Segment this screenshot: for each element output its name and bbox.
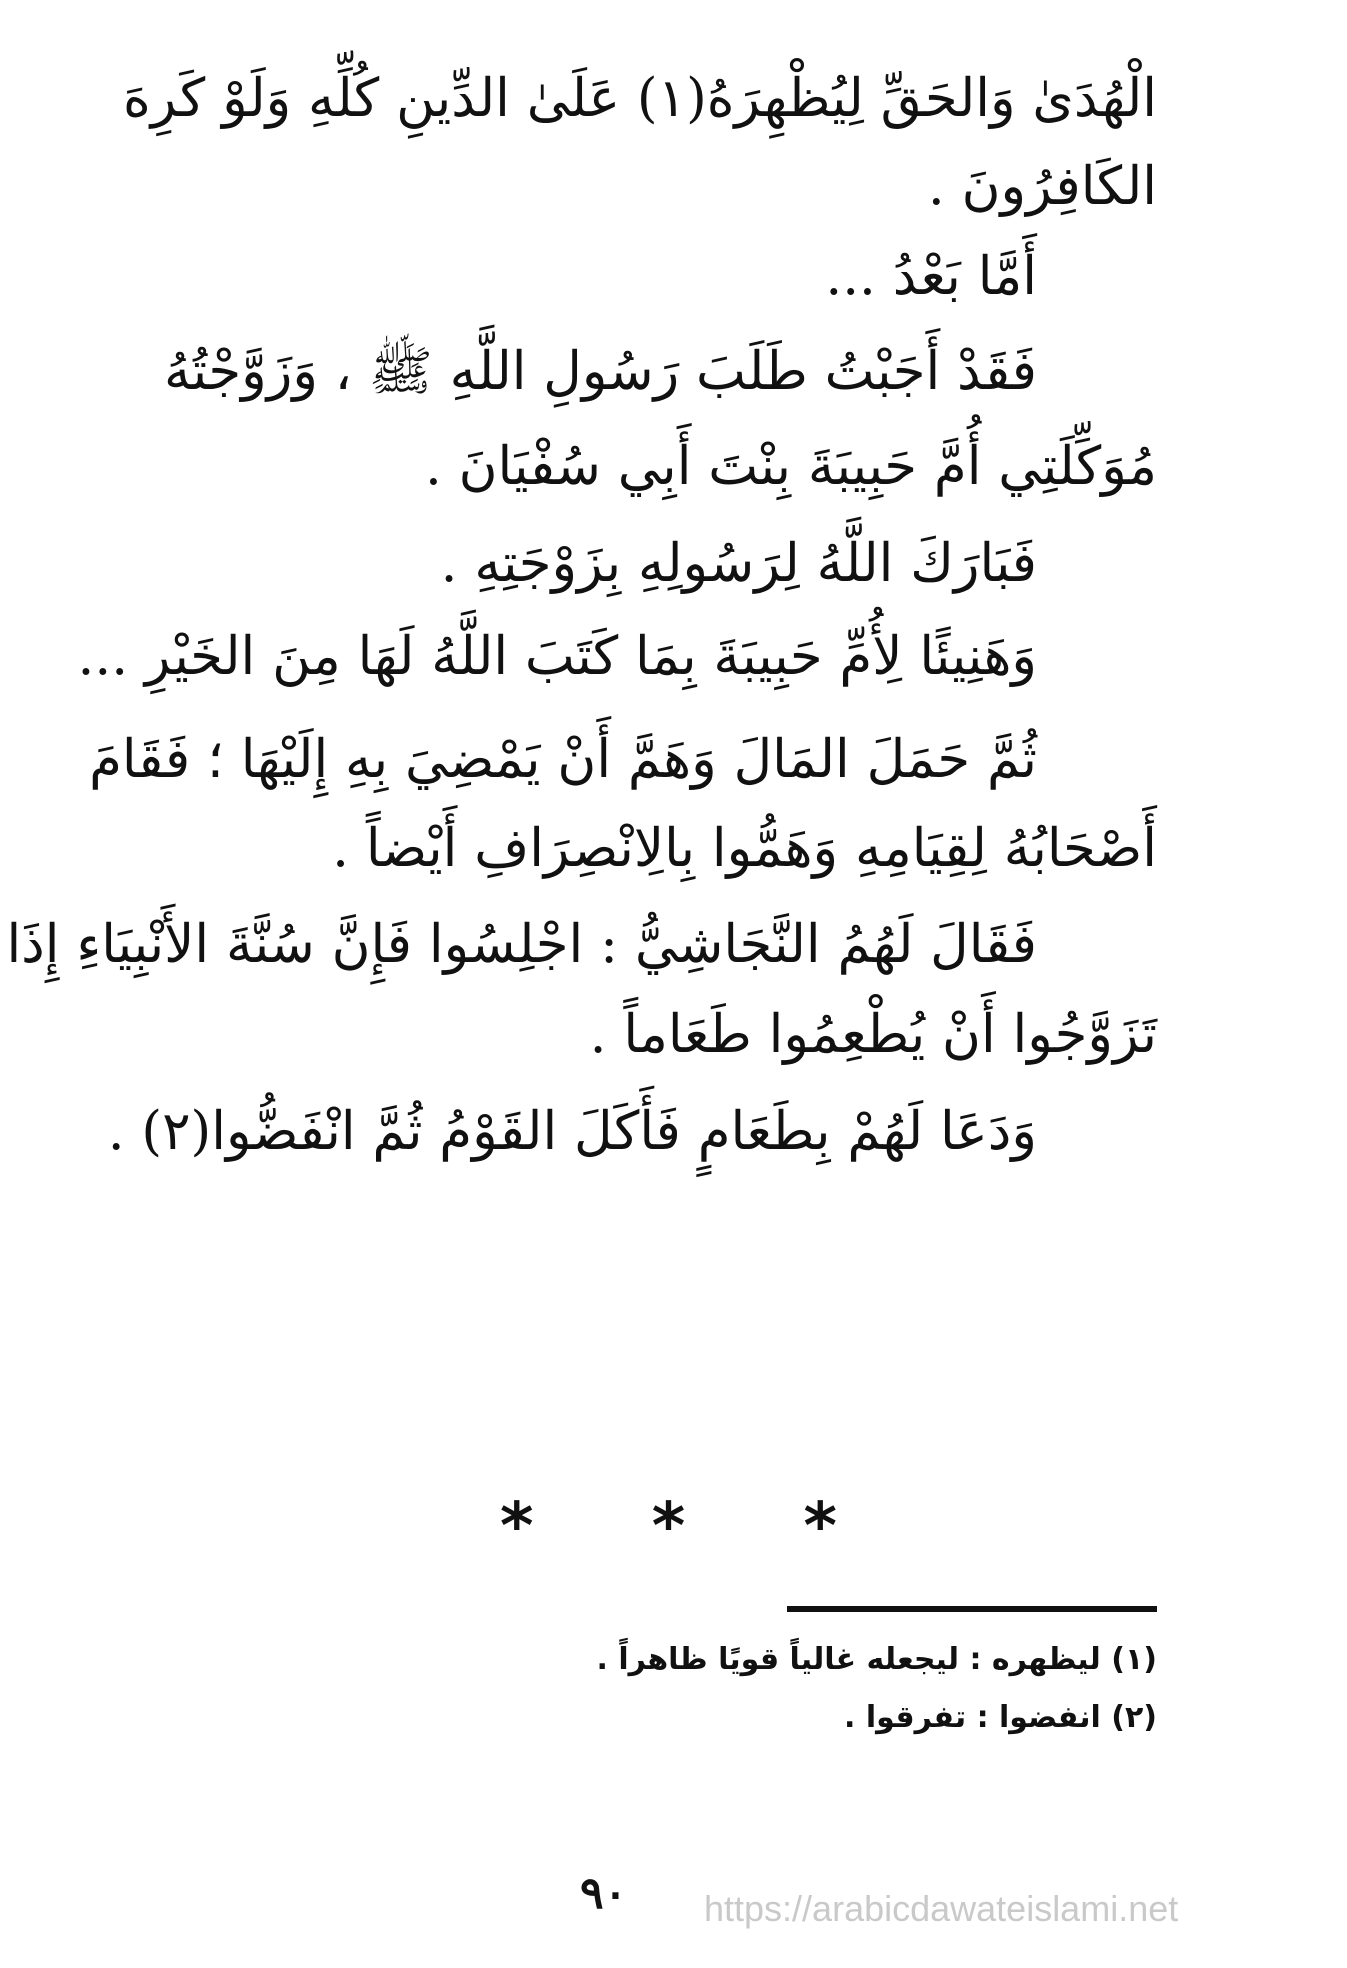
text-line: فَبَارَكَ اللَّهُ لِرَسُولِهِ بِزَوْجَتِهِ . [440, 533, 1037, 594]
text-line: الكَافِرُونَ . [927, 156, 1157, 217]
text-line: أَمَّا بَعْدُ ... [825, 246, 1037, 307]
text-line: وَهَنِيئًا لِأُمِّ حَبِيبَةَ بِمَا كَتَبَ اللَّهُ لَهَا مِنَ الخَيْرِ ... [77, 626, 1037, 687]
page-number: ٩٠ [580, 1868, 628, 1919]
footnote: (٢) انفضوا : تفرقوا . [844, 1700, 1157, 1735]
watermark-url: https://arabicdawateislami.net [704, 1888, 1179, 1929]
text-line: مُوَكِّلَتِي أُمَّ حَبِيبَةَ بِنْتَ أَبِي سُفْيَانَ . [424, 436, 1157, 497]
footnote: (١) ليظهره : ليجعله غالياً قويًا ظاهراً . [596, 1642, 1157, 1677]
text-line: ثُمَّ حَمَلَ المَالَ وَهَمَّ أَنْ يَمْضِيَ بِهِ إِلَيْهَا ؛ فَقَامَ [89, 729, 1037, 790]
section-separator: * * * [500, 1490, 885, 1564]
text-line: فَقَدْ أَجَبْتُ طَلَبَ رَسُولِ اللَّهِ ﷺ ، وَزَوَّجْتُهُ [164, 341, 1037, 402]
text-line: أَصْحَابُهُ لِقِيَامِهِ وَهَمُّوا بِالِانْصِرَافِ أَيْضاً . [332, 818, 1157, 879]
text-line: وَدَعَا لَهُمْ بِطَعَامٍ فَأَكَلَ القَوْمُ ثُمَّ انْفَضُّوا(٢) . [107, 1101, 1037, 1162]
text-line: تَزَوَّجُوا أَنْ يُطْعِمُوا طَعَاماً . [589, 1004, 1157, 1065]
text-line: الْهُدَىٰ وَالحَقِّ لِيُظْهِرَهُ(١) عَلَىٰ الدِّينِ كُلِّهِ وَلَوْ كَرِهَ [123, 68, 1157, 129]
footnote-divider [787, 1606, 1157, 1612]
text-line: فَقَالَ لَهُمُ النَّجَاشِيُّ : اجْلِسُوا فَإِنَّ سُنَّةَ الأَنْبِيَاءِ إِذَا [6, 914, 1037, 975]
